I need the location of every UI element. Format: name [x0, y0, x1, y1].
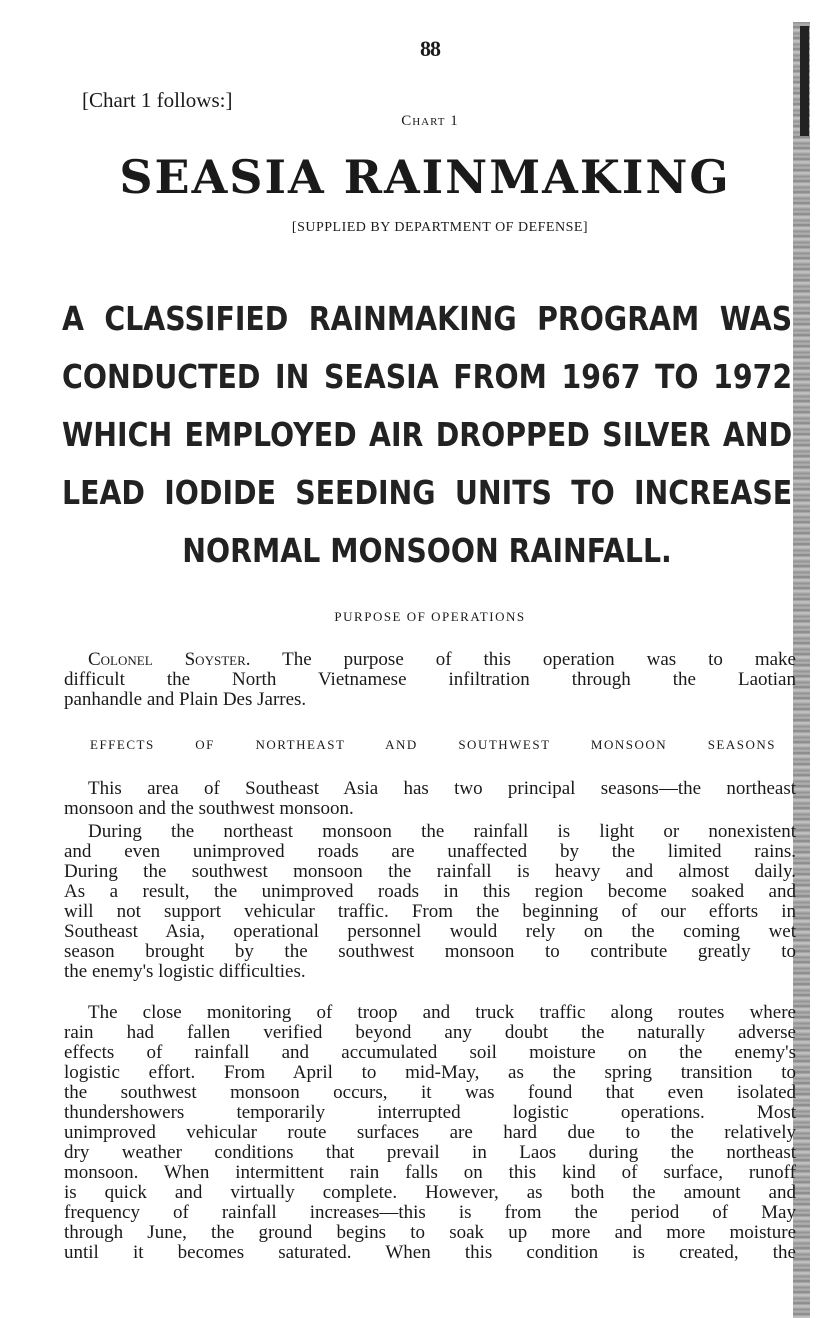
paragraph-line: and even unimproved roads are unaffected by the limited rains.: [64, 841, 796, 862]
paragraph-purpose: [64, 650, 796, 710]
headline-line: WHICH EMPLOYED AIR DROPPED SILVER AND: [62, 415, 793, 454]
headline: [62, 290, 793, 580]
paragraph-line: the enemy's logistic difficulties.: [64, 961, 306, 982]
chart-label: Chart 1: [401, 113, 459, 129]
paragraph-line: unimproved vehicular route surfaces are hard due to the relatively: [64, 1122, 796, 1143]
paragraph-monsoon-effects: [64, 822, 796, 982]
headline-line: NORMAL MONSOON RAINFALL.: [182, 531, 672, 570]
paragraph-line: will not support vehicular traffic. From the beginning of our efforts in: [64, 901, 796, 922]
paragraph-line: During the northeast monsoon the rainfall is light or nonexistent: [88, 821, 796, 842]
section-heading-purpose: PURPOSE OF OPERATIONS: [334, 609, 526, 624]
paragraph-seasons: [64, 779, 796, 819]
paragraph-line: thundershowers temporarily interrupted logistic operations. Most: [64, 1102, 796, 1123]
paragraph-line: until it becomes saturated. When this condition is created, the: [64, 1242, 796, 1263]
paragraph-line: [64, 650, 796, 670]
headline-line: A CLASSIFIED RAINMAKING PROGRAM WAS: [62, 299, 793, 338]
paragraph-line: panhandle and Plain Des Jarres.: [64, 689, 307, 710]
paragraph-line: logistic effort. From April to mid-May, as the spring transition to: [64, 1062, 796, 1083]
paragraph-line: season brought by the southwest monsoon to contribute greatly to: [64, 941, 796, 962]
paragraph-line: This area of Southeast Asia has two principal seasons—the northeast: [88, 778, 796, 799]
paragraph-line: effects of rainfall and accumulated soil moisture on the enemy's: [64, 1042, 796, 1063]
paragraph-text: The purpose of this operation was to make: [250, 649, 796, 670]
paragraph-line: frequency of rainfall increases—this is from the period of May: [64, 1202, 796, 1223]
headline-line: CONDUCTED IN SEASIA FROM 1967 TO 1972: [62, 357, 793, 396]
supplied-by-note: [SUPPLIED BY DEPARTMENT OF DEFENSE]: [291, 220, 589, 235]
page-number: 88: [420, 36, 440, 61]
chart-follows-note: [Chart 1 follows:]: [82, 88, 233, 112]
main-title: SEASIA RAINMAKING: [119, 150, 731, 204]
paragraph-line: the southwest monsoon occurs, it was found that even isolated: [64, 1082, 796, 1103]
headline-line: LEAD IODIDE SEEDING UNITS TO INCREASE: [62, 473, 793, 512]
paragraph-line: through June, the ground begins to soak up more and more moisture: [64, 1222, 796, 1243]
paragraph-line: rain had fallen verified beyond any doubt the naturally adverse: [64, 1022, 796, 1043]
paragraph-line: difficult the North Vietnamese infiltration through the Laotian: [64, 669, 796, 690]
section-heading-effects: EFFECTS OF NORTHEAST AND SOUTHWEST MONSOON SEASONS: [90, 737, 776, 752]
paragraph-monitoring: [64, 1003, 796, 1263]
paragraph-line: monsoon and the southwest monsoon.: [64, 798, 354, 819]
paragraph-line: The close monitoring of troop and truck traffic along routes where: [88, 1002, 796, 1023]
paragraph-line: Southeast Asia, operational personnel would rely on the coming wet: [64, 921, 796, 942]
paragraph-line: dry weather conditions that prevail in Laos during the northeast: [64, 1142, 796, 1163]
speaker-name: Colonel Soyster.: [88, 649, 251, 670]
paragraph-line: As a result, the unimproved roads in this region become soaked and: [64, 881, 796, 902]
paragraph-line: During the southwest monsoon the rainfall is heavy and almost daily.: [64, 861, 796, 882]
paragraph-line: monsoon. When intermittent rain falls on this kind of surface, runoff: [64, 1162, 796, 1183]
paragraph-line: is quick and virtually complete. However, as both the amount and: [64, 1182, 796, 1203]
